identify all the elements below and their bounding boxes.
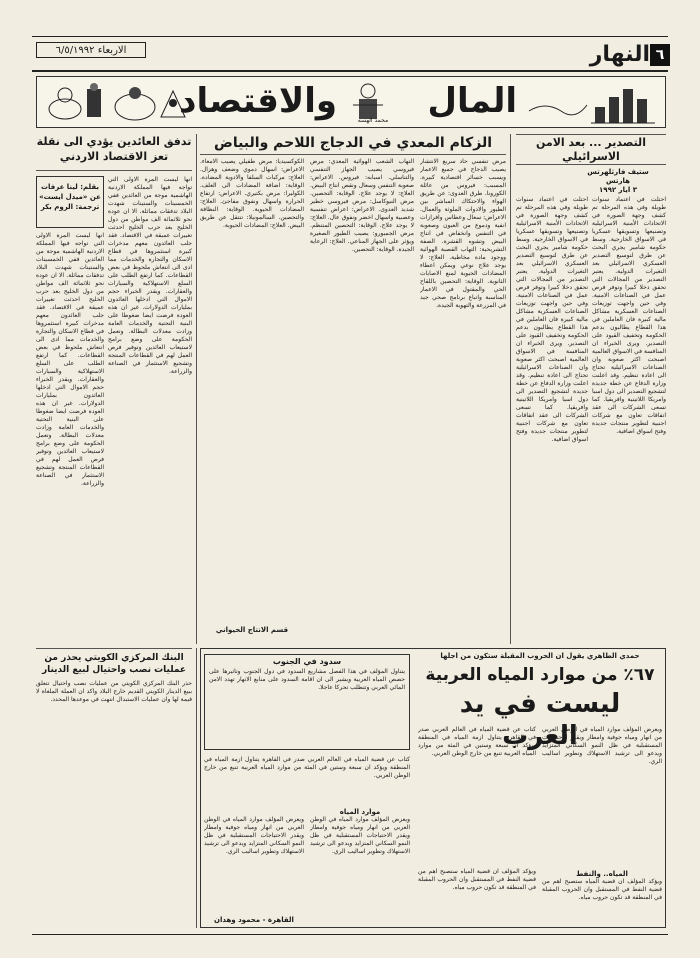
dams-sidebar-body: يتناول المؤلف في هذا الفصل مشاريع السدود في دول الجنوب وتأثيرها على حصص المياه العربية ويشير الى ان اقامة السدود على منابع الانهار تهدد الامن المائي العربي وتتطلب تحركا عاجلا. [209,668,405,691]
byline-author: ستيف فارثلهرتس [587,168,649,176]
byline-source: هارتس [605,177,631,185]
dams-sidebar-box [204,654,410,750]
article-body-mid-c: الكوكسيديا: مرض طفيلي يصيب الامعاء. الاعراض: اسهال دموي وضعف وهزال. العلاج: مركبات السلفا والادوية المضادة. الوقاية: اضافة المضادات الى العلف. الكوليرا: مرض بكتيري. الاعراض: ارتفاع الحرارة واسهال ونفوق مفاجئ. العلاج: المضادات الحيوية. الوقاية: النظافة والتحصين. السالمونيلا: تنتقل عن طريق البيض. العلاج: المضادات الحيوية. [200,158,304,229]
article-body-mid-a: مرض تنفسي حاد سريع الانتشار يصيب الدجاج في جميع الاعمار ويسبب خسائر اقتصادية كبيرة. المسبب: فيروس من عائلة الكورونا. طرق العدوى: عن طريق الهواء والاحتكاك المباشر بين الطيور والادوات الملوثة والعمال. الاعراض: سعال وعطاس وافرازات انفية ودموع من العيون وصعوبة في التنفس وانخفاض في انتاج البيض وتشوه القشرة. الصفة التشريحية: التهاب القصبة الهوائية ووجود مادة مخاطية. العلاج: لا يوجد علاج نوعي ويمكن اعطاء المضادات الحيوية لمنع الاصابات الثانوية. الوقاية: التحصين باللقاح الحي والمقتول في الاعمار المناسبة واتباع برنامج صحي جيد في المزرعة والتهوية الجيدة. [420,158,506,309]
author-source: عن «ميدل ايست» [39,193,101,201]
water-headline-line2: ليست في يد العرب [459,689,621,751]
bottom-rule [32,934,668,935]
water-article-signature: القاهرة - محمود وهدان [214,916,294,924]
byline-date: ٣ ايار ١٩٩٢ [599,186,637,194]
top-rule [32,36,668,37]
article-body-left-b: انها ليست المرة الاولى التي تواجه فيها المملكة الاردنية الهاشمية موجة من العائدين ففي الخمسينات والستينات شهدت البلاد تدفقات مماثلة. الا ان عودة نحو ثلاثمائة الف مواطن من دول الخليج بعد حرب الخليج احدثت تغييرات عميقة في الاقتصاد. فقد جلب العائدون معهم مدخرات كبيرة استثمروها في قطاع الاسكان والتجارة والخدمات مما ادى الى انتعاش ملحوظ في بعض القطاعات. كما ارتفع الطلب على السلع الاستهلاكية والسيارات والعقارات. ويقدر الخبراء حجم الاموال التي ادخلها العائدون بمليارات الدولارات. غير ان هذه العودة فرضت ايضا ضغوطا على البنية التحتية والخدمات العامة وزادت معدلات البطالة. وتعمل الحكومة على وضع برامج لاستيعاب العائدين وتوفير فرص العمل لهم في القطاعات المنتجة وتشجيع الاستثمار في الصناعة والزراعة. [36,232,104,487]
security-export-headline: التصدير ... بعد الامن الاسرائيلي [536,136,646,163]
author-box [36,176,104,228]
poultry-disease-headline: الزكام المعدي في الدجاج اللاحم والبياض [214,135,492,151]
article-body-left-a: انها ليست المرة الاولى التي تواجه فيها المملكة الاردنية الهاشمية موجة من العائدين ففي الخمسينات والستينات شهدت البلاد تدفقات مماثلة. الا ان عودة نحو ثلاثمائة الف مواطن من دول الخليج بعد حرب الخليج احدثت تغييرات عميقة في الاقتصاد. فقد جلب العائدون معهم مدخرات كبيرة استثمروها في قطاع الاسكان والتجارة والخدمات مما ادى الى انتعاش ملحوظ في بعض القطاعات. كما ارتفع الطلب على السلع الاستهلاكية والسيارات والعقارات. ويقدر الخبراء حجم الاموال التي ادخلها العائدون بمليارات الدولارات. غير ان هذه العودة فرضت ايضا ضغوطا على البنية التحتية والخدمات العامة وزادت معدلات البطالة. وتعمل الحكومة على وضع برامج لاستيعاب العائدين وتوفير فرص العمل لهم في القطاعات المنتجة وتشجيع الاستثمار في الصناعة والزراعة. [108,176,192,375]
section-banner [36,76,666,128]
water-body-c: كتاب عن قضية المياه في العالم العربي صدر في القاهرة يتناول ازمة المياه في المنطقة ويؤكد ان سبعة وستين في المئة من موارد المياه العربية تنبع من خارج الوطن العربي. [418,726,536,757]
kuwait-bank-headline: البنك المركزي الكويتي يحذر من عمليات نصب واحتيال لبيع الدينار [41,653,187,675]
section-title-right: والاقتصاد [179,81,337,121]
author-translator: ترجمة: الروم بكر [40,203,100,211]
water-oil-subhead: المياه.. والنفط [576,870,628,878]
water-headline-line1: ٦٧٪ من موارد المياه العربية [425,665,655,685]
water-intro: كتاب عن قضية المياه في العالم العربي صدر في القاهرة يتناول ازمة المياه في المنطقة ويؤكد ان سبعة وستين في المئة من موارد المياه العربية تنبع من خارج الوطن العربي. [204,756,410,779]
jordan-economy-headline: تدفق العائدين يؤدي الى نقلة تعز الاقتصاد الاردني [36,135,192,163]
water-body-f: ويؤكد المؤلف ان قضية المياه ستصبح اهم من قضية النفط في المستقبل وان الحروب المقبلة في المنطقة قد تكون حروب مياه. [418,868,536,891]
dams-sidebar-title: سدود في الجنوب [272,657,342,666]
kuwait-bank-body: حذر البنك المركزي الكويتي من عمليات نصب واحتيال تتعلق ببيع الدينار الكويتي القديم خارج البلاد واكد ان العملة الملغاة لا قيمة لها وان عمليات الاستبدال انتهت في موعدها المحدد. [36,680,192,703]
article-body-right-a: احتلت في اعتماد سنوات طويلة وفي هذه المرحلة تم كشف وجهة الصورة في الاتحادات الأمنية الاسرائيلية وتصنيعها وتسويقها عسكريا في الاسواق الخارجية. وسط حكومة شامير يجري البحث عن طرق لتوسيع التصدير العسكري الاسرائيلي بعد التغيرات الدولية. يعتبر التصدير من المجالات التي تحقق دخلا كبيرا وتوفر فرص عمل في الصناعات الامنية. وفي حين واجهت توزيعات الصناعات العسكرية مشاكل مالية كبيرة فان العاملين في هذا القطاع يطالبون بدعم الحكومة وتخفيف القيود على التصدير. ويرى الخبراء ان المنافسة في الاسواق العالمية اصبحت اكثر صعوبة وان الصناعات الاسرائيلية تحتاج الى اعادة تنظيم. وقد اعلنت وزارة الدفاع عن خطة جديدة لتشجيع التصدير الى دول اسيا وامريكا اللاتينية وافريقيا. كما تسعى الشركات الى عقد اتفاقات تعاون مع شركات اجنبية لتطوير منتجات جديدة وفتح اسواق اضافية. [592,196,666,435]
article-signature: قسم الانتاج الحيواني [215,626,289,634]
masthead-rule [32,70,668,72]
section-editor: محمد الهسه [357,117,389,124]
water-kicker: حمدي الطاهري يقول ان الحروب المقبلة ستكون من اجلها [440,652,640,660]
newspaper-logo: النهار [589,42,650,67]
page-number: ٦ [650,44,670,66]
water-body-d: ويعرض المؤلف موارد المياه في الوطن العربي من انهار ومياه جوفية وامطار ويقدر الاحتياجات المستقبلية في ظل النمو السكاني المتزايد ويدعو الى ترشيد الاستهلاك وتطوير اساليب الري. [542,726,662,765]
water-body-e: ويؤكد المؤلف ان قضية المياه ستصبح اهم من قضية النفط في المستقبل وان الحروب المقبلة في المنطقة قد تكون حروب مياه. [542,878,662,901]
article-body-right-b: احتلت في اعتماد سنوات طويلة وفي هذه المرحلة تم كشف وجهة الصورة في الاتحادات الأمنية الاسرائيلية وتصنيعها وتسويقها عسكريا في الاسواق الخارجية. وسط حكومة شامير يجري البحث عن طرق لتوسيع التصدير العسكري الاسرائيلي بعد التغيرات الدولية. يعتبر التصدير من المجالات التي تحقق دخلا كبيرا وتوفر فرص عمل في الصناعات الامنية. وفي حين واجهت توزيعات الصناعات العسكرية مشاكل مالية كبيرة فان العاملين في هذا القطاع يطالبون بدعم الحكومة وتخفيف القيود على التصدير. ويرى الخبراء ان المنافسة في الاسواق العالمية اصبحت اكثر صعوبة وان الصناعات الاسرائيلية تحتاج الى اعادة تنظيم. وقد اعلنت وزارة الدفاع عن خطة جديدة لتشجيع التصدير الى دول اسيا وامريكا اللاتينية وافريقيا. كما تسعى الشركات الى عقد اتفاقات تعاون مع شركات اجنبية لتطوير منتجات جديدة وفتح اسواق اضافية. [516,196,588,443]
water-body-a: ويعرض المؤلف موارد المياه في الوطن العربي من انهار ومياه جوفية وامطار ويقدر الاحتياجات المستقبلية في ظل النمو السكاني المتزايد ويدعو الى ترشيد الاستهلاك وتطوير اساليب الري. [204,816,304,855]
water-resources-subhead: موارد المياه [339,808,381,816]
section-title-left: المال [427,81,517,121]
article-body-mid-b: التهاب الشعب الهوائية المعدي: مرض فيروسي يصيب الجهاز التنفسي والتناسلي. اسبابه: فيروس. الاعراض: صعوبة التنفس وسعال ونقص انتاج البيض. العلاج: لا يوجد علاج. الوقاية: التحصين. مرض النيوكاسل: مرض فيروسي خطير شديد العدوى. الاعراض: اعراض تنفسية وعصبية واسهال اخضر ونفوق عال. العلاج: لا يوجد علاج. الوقاية: التحصين المنتظم. مرض الجمبورو: يصيب الطيور الصغيرة ويؤثر على الجهاز المناعي. العلاج: الرعاية الجيدة. الوقاية: التحصين. [310,158,414,253]
author-name: بقلم: لينا عرفات [40,183,100,191]
water-body-b: ويعرض المؤلف موارد المياه في الوطن العربي من انهار ومياه جوفية وامطار ويقدر الاحتياجات المستقبلية في ظل النمو السكاني المتزايد ويدعو الى ترشيد الاستهلاك وتطوير اساليب الري. [310,816,410,855]
issue-date: الاربعاء ٦/٥/١٩٩٢ [36,42,146,58]
cartoon-illustration-icon [43,81,193,125]
chart-illustration-icon [525,81,663,125]
